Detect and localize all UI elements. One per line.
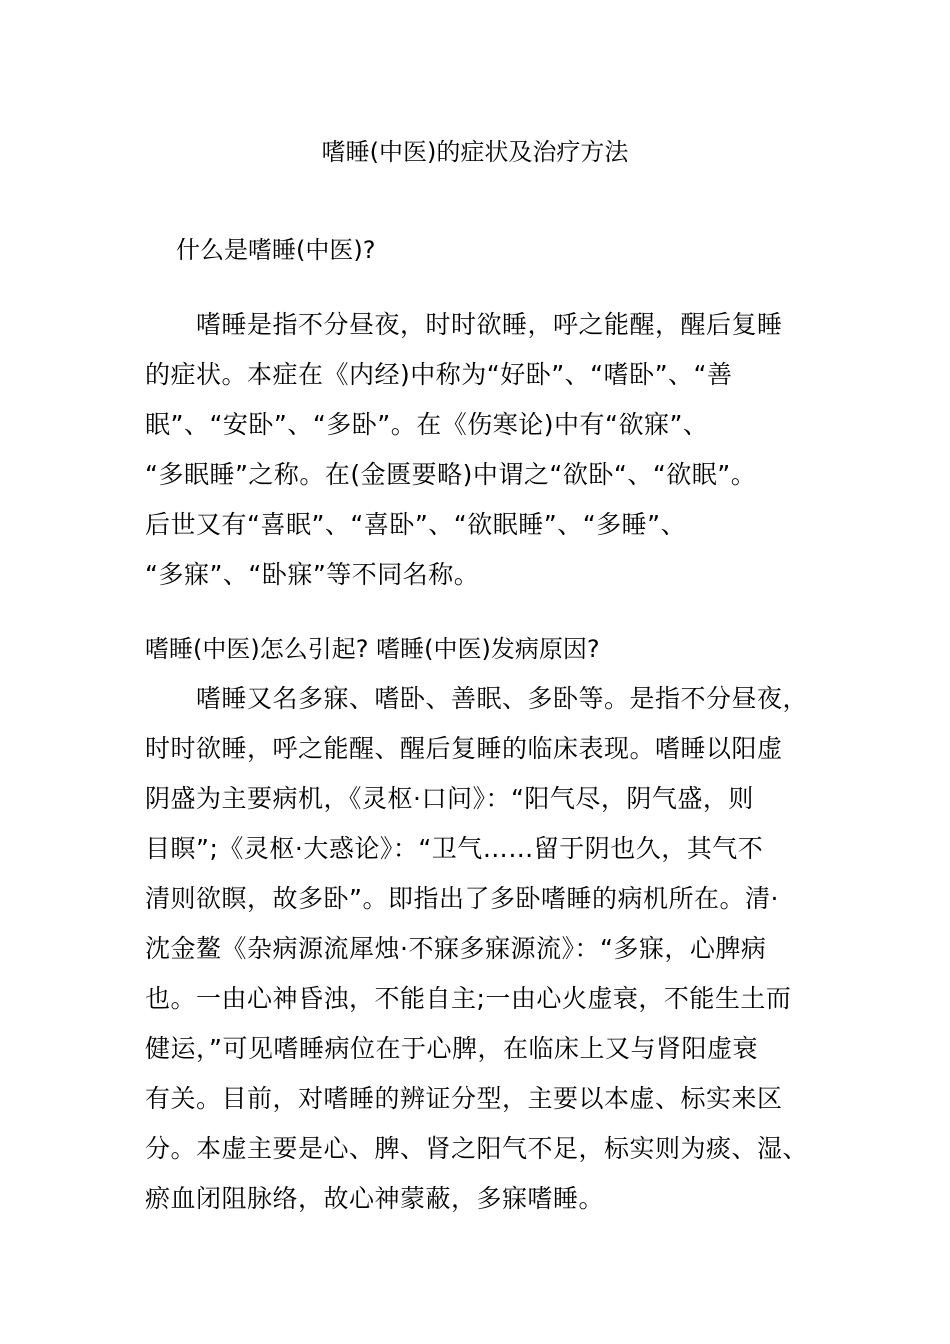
- paragraph-line: 后世又有“喜眠”、“喜卧”、“欲眠睡”、“多睡”、: [145, 510, 687, 539]
- paragraph-line: 有关。目前，对嗜睡的辨证分型，主要以本虚、标实来区: [145, 1084, 783, 1113]
- paragraph-causes: [145, 674, 808, 1224]
- paragraph-line: 眠”、“安卧”、“多卧”。在《伤寒论)中有“欲寐”、: [145, 410, 709, 439]
- paragraph-line: 嗜睡又名多寐、嗜卧、善眠、多卧等。是指不分昼夜，: [196, 684, 809, 713]
- paragraph-line: 目瞑”;《灵枢·大惑论》：“卫气……留于阴也久，其气不: [145, 834, 764, 863]
- paragraph-line: 沈金鳌《杂病源流犀烛·不寐多寐源流》：“多寐，心脾病: [145, 934, 767, 963]
- paragraph-line: 阴盛为主要病机，《灵枢·口问》：“阳气尽，阴气盛，则: [145, 784, 754, 813]
- paragraph-line: 时时欲睡，呼之能醒、醒后复睡的临床表现。嗜睡以阳虚: [145, 734, 783, 763]
- section-heading-causes: 嗜睡(中医)怎么引起? 嗜睡(中医)发病原因?: [145, 635, 600, 663]
- document-title: 嗜睡(中医)的症状及治疗方法: [321, 138, 629, 166]
- paragraph-definition: [145, 300, 783, 600]
- paragraph-line: 嗜睡是指不分昼夜，时时欲睡，呼之能醒，醒后复睡: [196, 310, 783, 339]
- paragraph-line: 瘀血闭阻脉络，故心神蒙蔽，多寐嗜睡。: [145, 1184, 605, 1213]
- paragraph-line: 健运，”可见嗜睡病位在于心脾，在临床上又与肾阳虚衰: [145, 1034, 758, 1063]
- paragraph-line: “多眠睡”之称。在(金匮要略)中谓之“欲卧“、“欲眠”。: [145, 460, 757, 489]
- section-heading-what-is: 什么是嗜睡(中医)?: [176, 236, 376, 264]
- paragraph-line: 分。本虚主要是心、脾、肾之阳气不足，标实则为痰、湿、: [145, 1134, 809, 1163]
- paragraph-line: 的症状。本症在《内经)中称为“好卧”、“嗜卧”、“善: [145, 360, 733, 389]
- paragraph-line: 清则欲瞑，故多卧”。即指出了多卧嗜睡的病机所在。清·: [145, 884, 779, 913]
- paragraph-line: 也。一由心神昏浊，不能自主;一由心火虚衰，不能生土而: [145, 984, 792, 1013]
- paragraph-line: “多寐”、“卧寐”等不同名称。: [145, 560, 480, 589]
